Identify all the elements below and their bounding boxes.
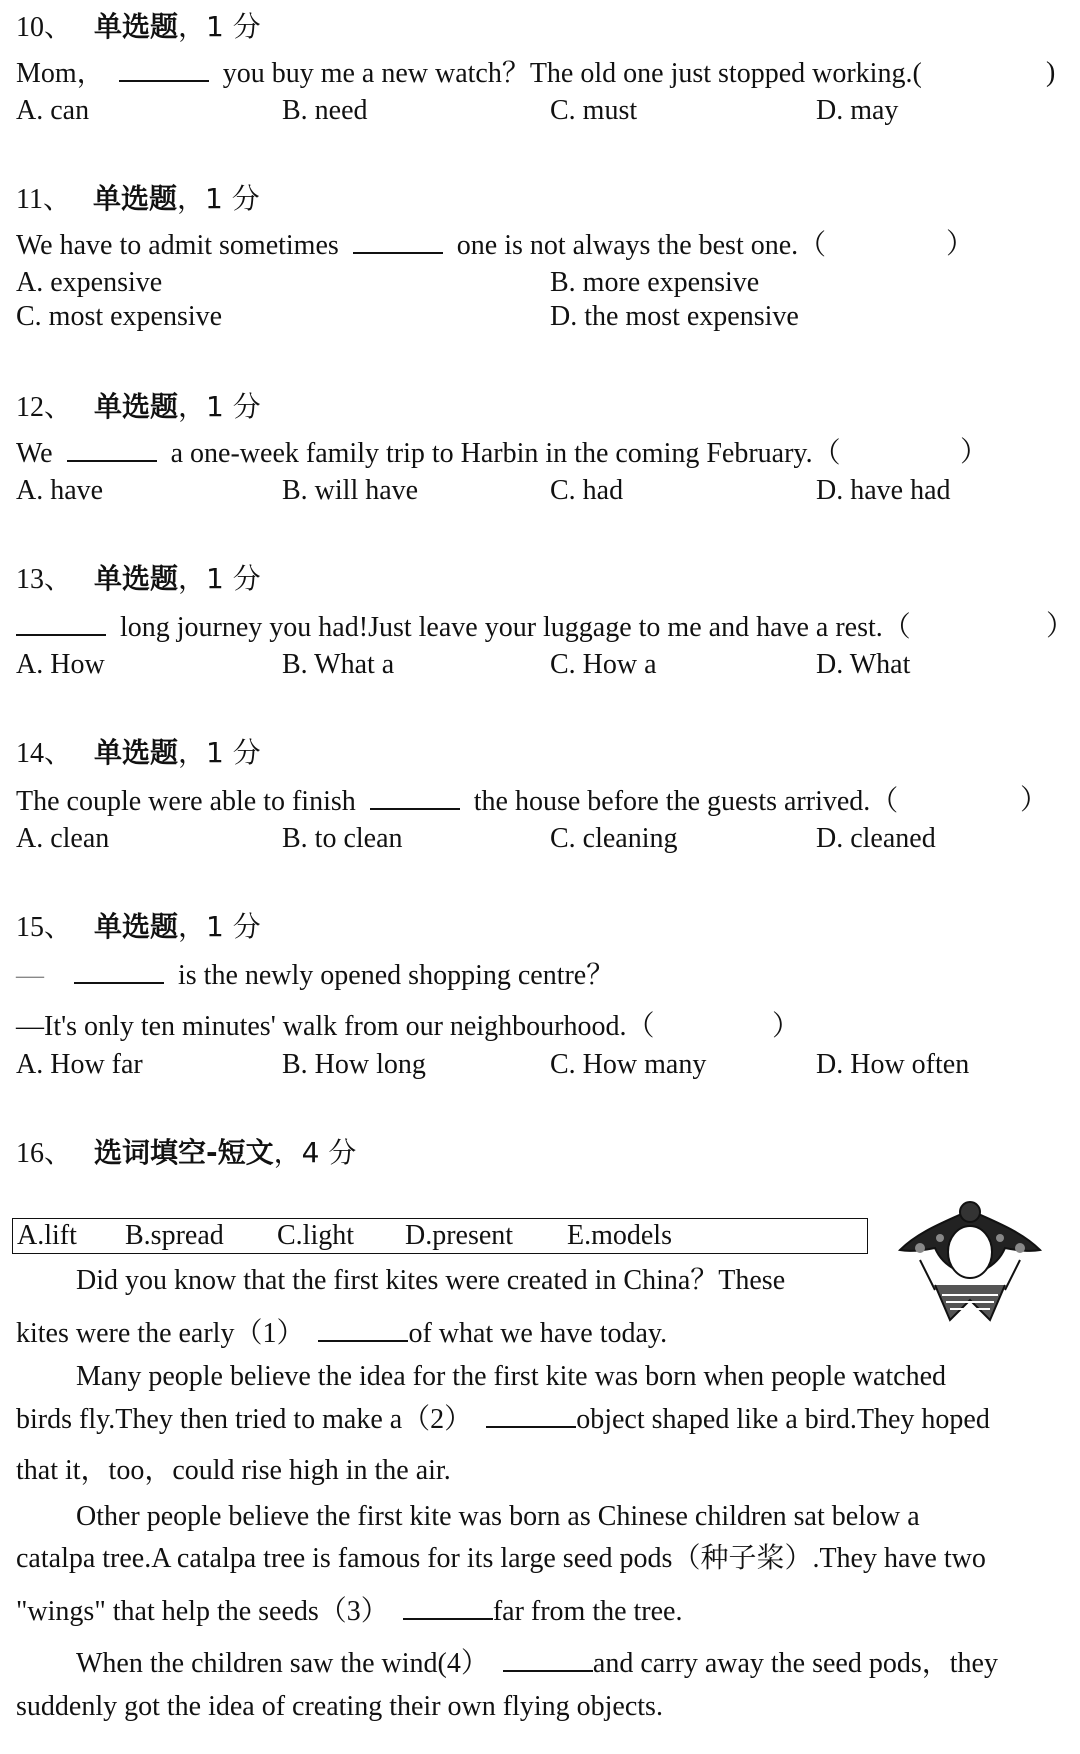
answer-blank-3 (403, 1594, 493, 1620)
answer-blank (370, 784, 460, 810)
word-option-a: A.lift (17, 1220, 77, 1251)
answer-blank (353, 228, 443, 254)
question-type: 单选题 (92, 182, 177, 215)
word-option-b: B.spread (125, 1220, 224, 1251)
option-d: D. the most expensive (550, 301, 799, 332)
answer-blank-2 (486, 1402, 576, 1428)
word-option-d: D.present (405, 1220, 514, 1251)
passage-line-9: When the children saw the wind(4） and carry away the seed pods，they (76, 1648, 998, 1679)
option-b: B. What a (282, 649, 395, 680)
question-12-header (16, 390, 261, 425)
answer-blank (74, 958, 164, 984)
answer-blank (16, 610, 106, 636)
question-13-header (16, 562, 261, 597)
answer-paren-close: ） (1046, 611, 1075, 642)
answer-blank (67, 436, 157, 462)
option-d: D. How often (816, 1049, 970, 1080)
question-type: 单选题 (94, 910, 179, 943)
swallow-kite-illustration (880, 1190, 1060, 1340)
passage-line-8: "wings" that help the seeds（3） far from the tree. (16, 1596, 683, 1627)
question-number: 16、 (16, 1138, 73, 1169)
word-option-c: C.light (277, 1220, 355, 1251)
option-c: C. How a (550, 649, 657, 680)
question-number: 14、 (16, 738, 73, 769)
word-option-e: E.models (567, 1220, 672, 1251)
option-c: C. most expensive (16, 301, 223, 332)
option-c: C. had (550, 475, 624, 506)
answer-paren-close: ） (946, 229, 975, 260)
option-c: C. cleaning (550, 823, 678, 854)
question-score: ，1 分 (178, 736, 261, 769)
question-number: 10、 (16, 12, 73, 43)
question-15-stem: — is the newly opened shopping centre？ (16, 960, 615, 991)
option-d: D. may (816, 95, 899, 126)
question-type: 选词填空-短文 (94, 1136, 274, 1169)
option-a: A. How far (16, 1049, 143, 1080)
question-type: 单选题 (94, 10, 179, 43)
option-b: B. more expensive (550, 267, 760, 298)
question-score: ，1 分 (178, 10, 261, 43)
question-10-header (16, 10, 261, 45)
option-d: D. What (816, 649, 911, 680)
option-b: B. How long (282, 1049, 426, 1080)
question-type: 单选题 (94, 390, 179, 423)
question-11-stem: We have to admit sometimes one is not always the best one.（ (16, 230, 827, 261)
option-a: A. have (16, 475, 104, 506)
question-score: ，1 分 (178, 910, 261, 943)
word-bank (12, 1218, 868, 1254)
passage-line-4: birds fly.They then tried to make a（2） object shaped like a bird.They hoped (16, 1404, 990, 1435)
passage-line-5: that it，too，could rise high in the air. (16, 1455, 451, 1486)
question-15-stem-line2: —It's only ten minutes' walk from our neighbourhood.（ (16, 1011, 655, 1042)
answer-paren-close: ） (1020, 785, 1049, 816)
passage-line-6: Other people believe the first kite was born as Chinese children sat below a (76, 1501, 920, 1532)
option-a: A. How (16, 649, 105, 680)
question-number: 12、 (16, 392, 73, 423)
question-type: 单选题 (94, 736, 179, 769)
question-score: ，1 分 (178, 562, 261, 595)
question-number: 11、 (16, 184, 71, 215)
answer-paren-close: ） (960, 437, 989, 468)
question-score: ，4 分 (273, 1136, 357, 1169)
option-b: B. to clean (282, 823, 403, 854)
option-a: A. can (16, 95, 90, 126)
answer-blank-1 (318, 1316, 408, 1342)
passage-line-10: suddenly got the idea of creating their own flying objects. (16, 1691, 663, 1722)
question-14-header (16, 736, 261, 771)
option-b: B. need (282, 95, 368, 126)
passage-line-3: Many people believe the idea for the first kite was born when people watched (76, 1361, 947, 1392)
option-a: A. clean (16, 823, 110, 854)
option-b: B. will have (282, 475, 419, 506)
option-c: C. How many (550, 1049, 707, 1080)
question-score: ，1 分 (176, 182, 260, 215)
passage-line-7: catalpa tree.A catalpa tree is famous for its large seed pods（种子桨）.They have two (16, 1543, 986, 1574)
question-12-stem: We a one-week family trip to Harbin in the coming February.（ (16, 438, 841, 469)
question-10-stem: Mom， you buy me a new watch？The old one just stopped working.( (16, 58, 922, 89)
question-11-header (16, 182, 260, 217)
question-score: ，1 分 (178, 390, 261, 423)
question-14-stem: The couple were able to finish the house before the guests arrived.（ (16, 786, 899, 817)
option-c: C. must (550, 95, 638, 126)
question-15-header (16, 910, 261, 945)
passage-line-1: Did you know that the first kites were created in China？These (76, 1265, 786, 1296)
passage-line-2: kites were the early（1） of what we have today. (16, 1318, 668, 1349)
option-d: D. cleaned (816, 823, 936, 854)
answer-paren-close: ） (772, 1011, 801, 1042)
option-a: A. expensive (16, 267, 163, 298)
question-type: 单选题 (94, 562, 179, 595)
answer-blank (119, 56, 209, 82)
option-d: D. have had (816, 475, 951, 506)
question-16-header (16, 1136, 356, 1171)
question-number: 15、 (16, 912, 73, 943)
answer-paren-close: ) (1046, 57, 1056, 88)
question-13-stem: long journey you had!Just leave your luggage to me and have a rest.（ (16, 610, 911, 645)
question-number: 13、 (16, 564, 73, 595)
answer-blank-4 (503, 1646, 593, 1672)
